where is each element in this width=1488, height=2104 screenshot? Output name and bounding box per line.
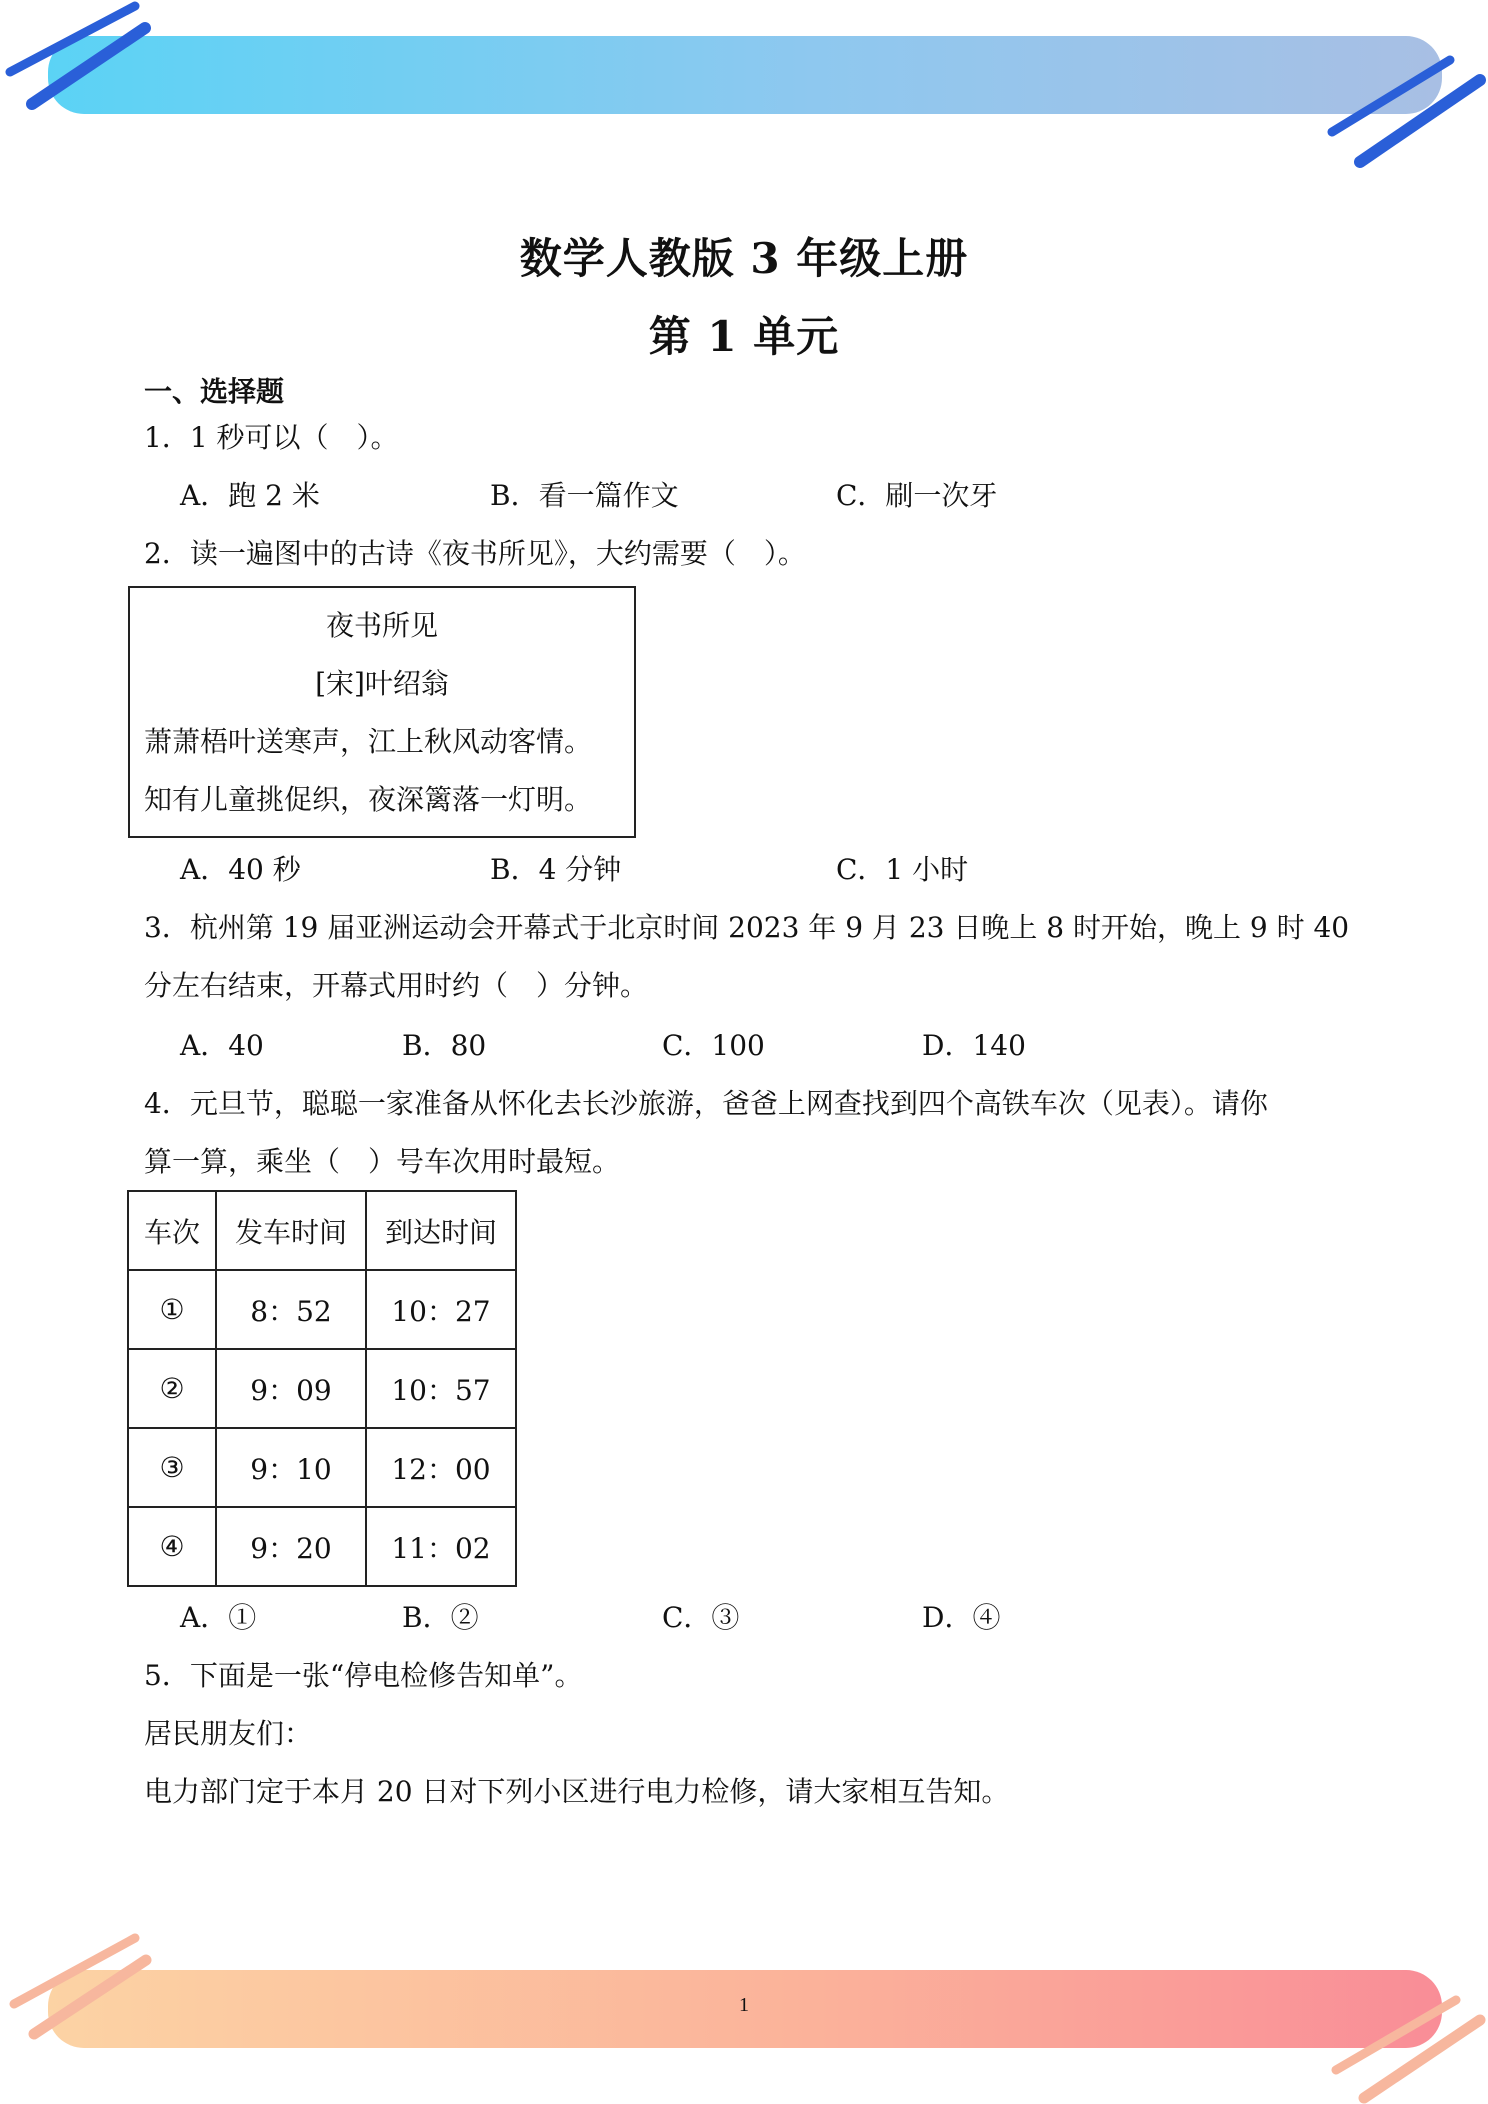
table-cell: 11：02 xyxy=(366,1507,516,1586)
page-title: 数学人教版 3 年级上册 xyxy=(519,234,969,283)
question-3-option-b: B．80 xyxy=(402,1029,487,1062)
question-2-option-b: B．4 分钟 xyxy=(490,853,622,886)
question-4-option-c: C．③ xyxy=(662,1601,740,1634)
question-4-option-a: A．① xyxy=(180,1601,257,1634)
question-3-option-a: A．40 xyxy=(180,1029,264,1062)
table-cell: 9：10 xyxy=(216,1428,366,1507)
question-3-stem-line-1: 3．杭州第 19 届亚洲运动会开幕式于北京时间 2023 年 9 月 23 日晚上 8 时开始，晚上 9 时 40 xyxy=(144,911,1350,944)
poem-line-1: 萧萧梧叶送寒声，江上秋风动客情。 xyxy=(144,725,593,758)
table-cell: 10：27 xyxy=(366,1270,516,1349)
question-1-option-a: A．跑 2 米 xyxy=(180,479,320,512)
table-row xyxy=(128,1349,516,1428)
question-4-option-d: D．④ xyxy=(922,1601,1001,1634)
poem-line-2: 知有儿童挑促织，夜深篱落一灯明。 xyxy=(144,783,593,816)
table-cell: 8：52 xyxy=(216,1270,366,1349)
question-1-option-b: B．看一篇作文 xyxy=(490,479,679,512)
train-schedule-table xyxy=(127,1190,517,1587)
header-stripes-left xyxy=(0,0,170,120)
table-cell: ④ xyxy=(128,1507,216,1586)
section-heading: 一、选择题 xyxy=(144,375,285,408)
table-cell: 9：20 xyxy=(216,1507,366,1586)
question-1-stem: 1．1 秒可以（ ）。 xyxy=(144,421,399,454)
question-2-option-c: C．1 小时 xyxy=(836,853,969,886)
poem-box xyxy=(128,586,636,838)
question-2-stem: 2．读一遍图中的古诗《夜书所见》，大约需要（ ）。 xyxy=(144,537,806,570)
poem-title: 夜书所见 xyxy=(325,609,438,642)
poem-author: [宋]叶绍翁 xyxy=(315,667,449,700)
question-3-option-d: D．140 xyxy=(922,1029,1026,1062)
question-4-stem-line-2: 算一算，乘坐（ ）号车次用时最短。 xyxy=(144,1145,621,1178)
footer-stripes-left xyxy=(0,1930,160,2050)
table-row xyxy=(128,1507,516,1586)
table-cell: ③ xyxy=(128,1428,216,1507)
question-1-option-c: C．刷一次牙 xyxy=(836,479,998,512)
table-row xyxy=(128,1428,516,1507)
question-3-option-c: C．100 xyxy=(662,1029,765,1062)
question-3-stem-line-2: 分左右结束，开幕式用时约（ ）分钟。 xyxy=(144,969,649,1002)
table-header-cell: 车次 xyxy=(128,1191,216,1270)
notice-greeting: 居民朋友们： xyxy=(144,1717,313,1750)
question-4-option-b: B．② xyxy=(402,1601,479,1634)
notice-body: 电力部门定于本月 20 日对下列小区进行电力检修，请大家相互告知。 xyxy=(144,1775,1010,1808)
table-header-row xyxy=(128,1191,516,1270)
header-band xyxy=(48,36,1442,114)
page-number: 1 xyxy=(739,1994,749,2016)
table-cell: 9：09 xyxy=(216,1349,366,1428)
table-cell: ① xyxy=(128,1270,216,1349)
table-row xyxy=(128,1270,516,1349)
unit-title: 第 1 单元 xyxy=(648,312,840,361)
question-2-option-a: A．40 秒 xyxy=(180,853,301,886)
question-5-stem: 5．下面是一张“停电检修告知单”。 xyxy=(144,1659,583,1692)
table-header-cell: 发车时间 xyxy=(216,1191,366,1270)
question-4-stem-line-1: 4．元旦节，聪聪一家准备从怀化去长沙旅游，爸爸上网查找到四个高铁车次（见表）。请你 xyxy=(144,1087,1268,1120)
table-cell: 10：57 xyxy=(366,1349,516,1428)
table-cell: ② xyxy=(128,1349,216,1428)
table-cell: 12：00 xyxy=(366,1428,516,1507)
table-header-cell: 到达时间 xyxy=(366,1191,516,1270)
header-stripes-right xyxy=(1320,50,1488,180)
